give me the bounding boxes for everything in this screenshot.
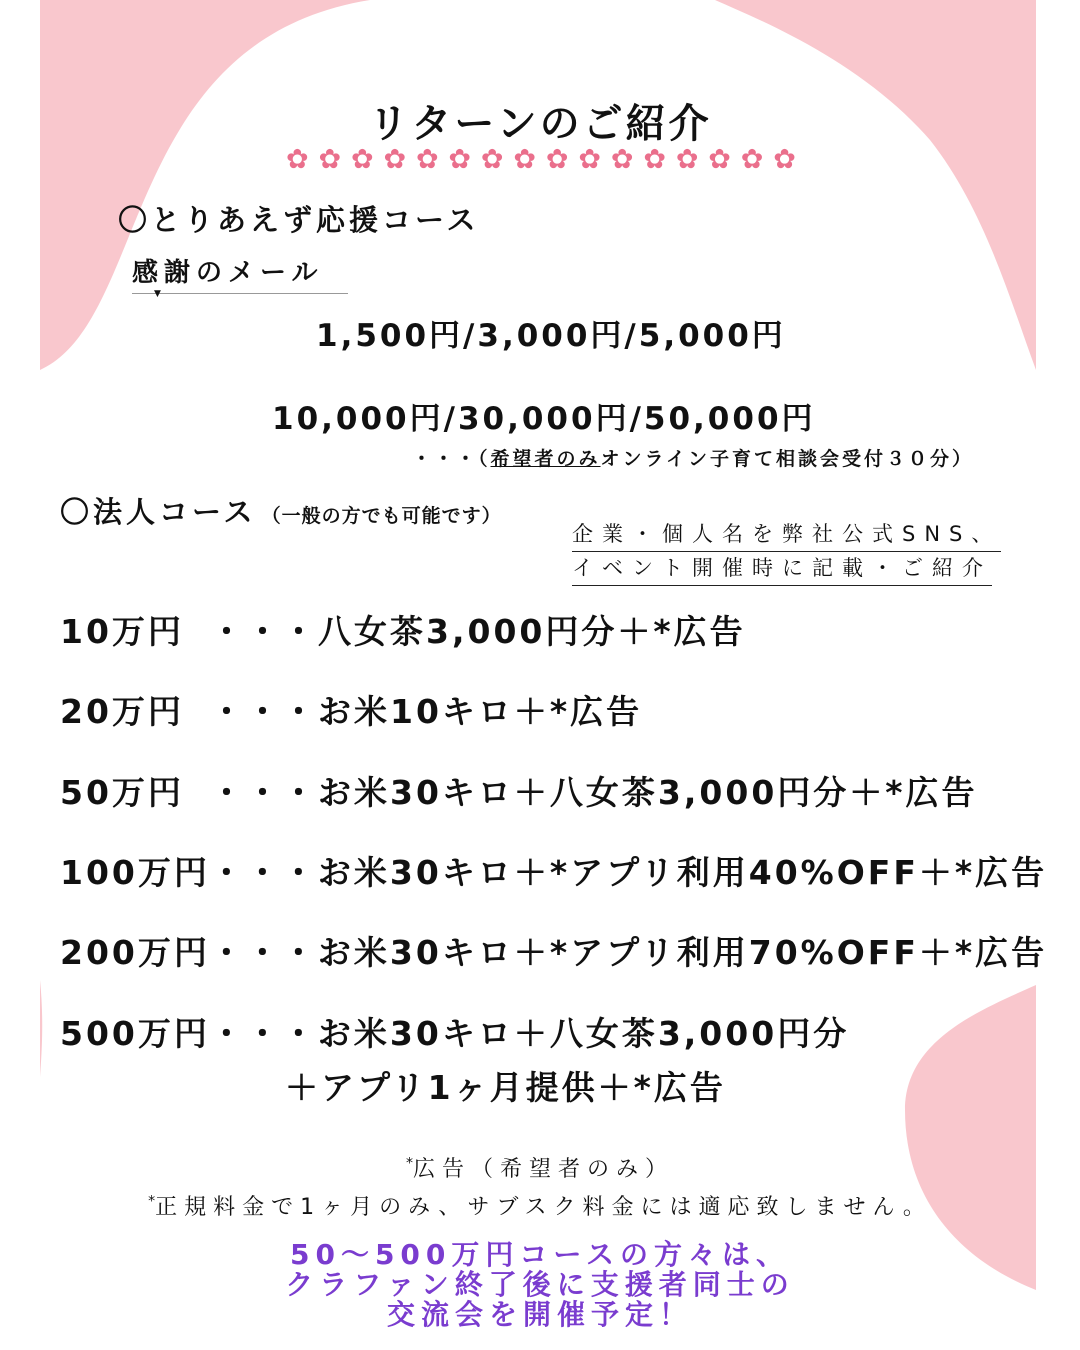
tier-row [60,847,1047,894]
promo-message [0,1240,1080,1330]
tier-row [60,1008,849,1055]
footnote-asterisk: * [148,1193,156,1210]
footnote-discount [0,1190,1080,1221]
corporate-course-heading-row [60,490,502,531]
ad-description [572,518,1038,586]
tier-amount: 500万円 [60,1014,210,1053]
flower-star-icon: ✿ [318,144,342,175]
tier-reward: ・・・お米10キロ＋*広告 [210,692,643,731]
ad-description-line1: 企業・個人名を弊社公式SNS、 [572,518,1001,552]
tier-amount: 200万円 [60,933,210,972]
tier-amount: 50万円 [60,773,184,812]
flower-star-icon: ✿ [513,144,537,175]
tier-reward: ・・・お米30キロ＋*アプリ利用70%OFF＋*広告 [209,933,1048,972]
tier-row [60,767,978,814]
flower-star-icon: ✿ [448,144,472,175]
star-divider [286,146,796,174]
note-rest: オンライン子育て相談会受付３０分） [600,448,974,470]
flower-star-icon: ✿ [383,144,407,175]
flower-star-icon: ✿ [286,144,309,175]
flower-star-icon: ✿ [610,144,634,175]
flower-star-icon: ✿ [740,144,764,175]
tier-amount: 20万円 [60,692,184,731]
flower-star-icon: ✿ [545,144,569,175]
tier-reward: ・・・八女茶3,000円分＋*広告 [210,612,746,651]
promo-line2: クラファン終了後に支援者同士の [285,1268,795,1301]
support-prices-line1: 1,500円/3,000円/5,000円 [316,318,786,354]
flower-star-icon: ✿ [578,144,601,175]
tier-amount: 100万円 [60,853,210,892]
tier-row [60,927,1047,974]
flower-star-icon: ✿ [415,144,439,175]
support-course-item: 感謝のメール [132,252,348,294]
flower-star-icon: ✿ [480,144,504,175]
corporate-course-heading-note: （一般の方でも可能です） [261,505,502,527]
note-prefix: ・・・（ [412,448,491,470]
footnote-ad-text: 広告（希望者のみ） [412,1157,674,1182]
support-prices-line2: 10,000円/30,000円/50,000円 [272,401,816,437]
page-title: リターンのご紹介 [368,101,712,147]
footnote-asterisk: * [405,1155,413,1172]
footnote-ad [0,1152,1080,1183]
caret-down-icon: ▼ [154,289,161,299]
flower-star-icon: ✿ [643,144,666,175]
flower-star-icon: ✿ [675,144,699,175]
tier-reward: ・・・お米30キロ＋八女茶3,000円分 [209,1014,850,1053]
tier-reward: ・・・お米30キロ＋*アプリ利用40%OFF＋*広告 [209,853,1048,892]
promo-line3: 交流会を開催予定！ [386,1298,693,1331]
tier-row [60,606,746,653]
flower-star-icon: ✿ [773,144,796,175]
note-underlined: 希望者のみ [490,448,601,470]
tier-reward: ・・・お米30キロ＋八女茶3,000円分＋*広告 [210,773,978,812]
tier-amount: 10万円 [60,612,184,651]
flower-star-icon: ✿ [350,144,374,175]
promo-line1: 50〜500万円コースの方々は、 [289,1238,790,1271]
footnote-discount-text: 正規料金で1ヶ月のみ、サブスク料金には適応致しません。 [155,1195,932,1220]
tier-reward-continued: ＋アプリ1ヶ月提供＋*広告 [285,1068,726,1107]
support-course-note [412,444,974,471]
ad-description-line2: イベント開催時に記載・ご紹介 [572,552,992,586]
flower-star-icon: ✿ [708,144,731,175]
support-course-heading: 〇とりあえず応援コース [118,203,480,237]
tier-row [60,686,642,733]
corporate-course-heading: 〇法人コース [60,495,257,529]
